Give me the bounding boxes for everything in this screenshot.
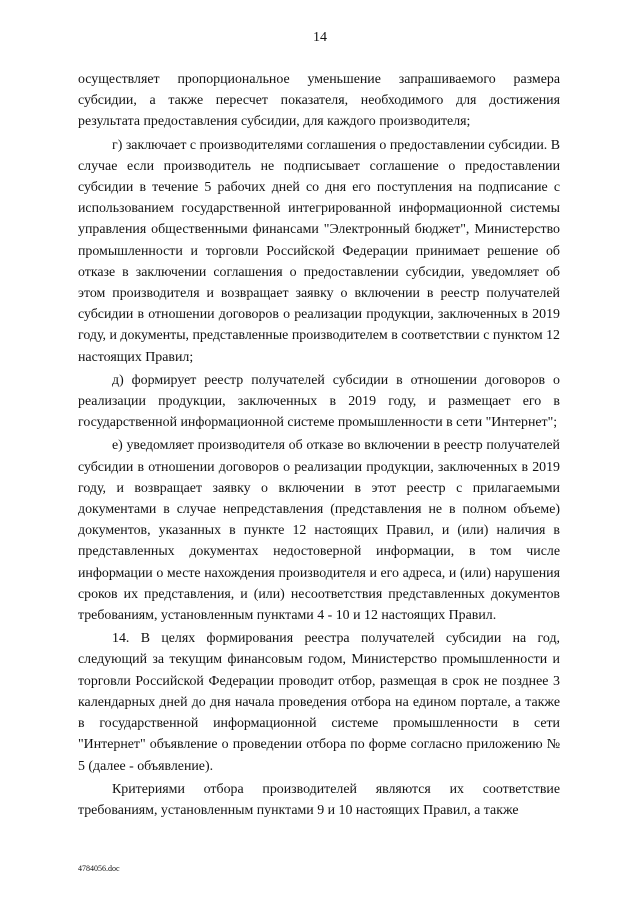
page-number: 14	[313, 30, 327, 45]
paragraph-item-e: е) уведомляет производителя об отказе во включении в реестр получателей субсидии в отношении договоров о реализации продукции, заключенных в 2019 году, и возвращает заявку о включении в этот реестр с прилагаемыми документами в случае непредставления (представления не в полном объеме) документов, указанных в пункте 12 настоящих Правил, и (или) наличия в представленных документах недостоверной информации, в том числе информации о месте нахождения производителя и его адреса, и (или) нарушения сроков их представления, и (или) несоответствия представленных документов требованиям, установленным пунктами 4 - 10 и 12 настоящих Правил.	[78, 438, 560, 624]
paragraph-item-d: д) формирует реестр получателей субсидии в отношении договоров о реализации продукции, заключенных в 2019 году, и размещает его в государственной информационной системе промышленности в сети "Интернет";	[78, 372, 560, 431]
document-body	[78, 69, 560, 821]
paragraph-item-g: г) заключает с производителями соглашения о предоставлении субсидии. В случае если производитель не подписывает соглашение о предоставлении субсидии в течение 5 рабочих дней со дня его поступления на подписание с использованием государственной интегрированной информационной системы управления общественными финансами "Электронный бюджет", Министерство промышленности и торговли Российской Федерации принимает решение об отказе в заключении соглашения о предоставлении субсидии, уведомляет об этом производителя и возвращает заявку о включении в реестр получателей субсидии в отношении договоров о реализации продукции, заключенных в 2019 году, и документы, представленные производителем в соответствии с пунктом 12 настоящих Правил;	[78, 137, 560, 365]
paragraph-clause-14: 14. В целях формирования реестра получателей субсидии на год, следующий за текущим финансовым годом, Министерство промышленности и торговли Российской Федерации проводит отбор, размещая в срок не позднее 3 календарных дней до дня начала проведения отбора на едином портале, а также в государственной информационной системе промышленности в сети "Интернет" объявление о проведении отбора по форме согласно приложению № 5 (далее - объявление).	[78, 631, 560, 774]
paragraph-continuation: осуществляет пропорциональное уменьшение запрашиваемого размера субсидии, а также пересчет показателя, необходимого для достижения результата предоставления субсидии, для каждого производителя;	[78, 72, 560, 130]
paragraph-selection-criteria: Критериями отбора производителей являются их соответствие требованиям, установленным пунктами 9 и 10 настоящих Правил, а также	[78, 781, 560, 818]
document-file-code: 4784056.doc	[78, 864, 120, 873]
